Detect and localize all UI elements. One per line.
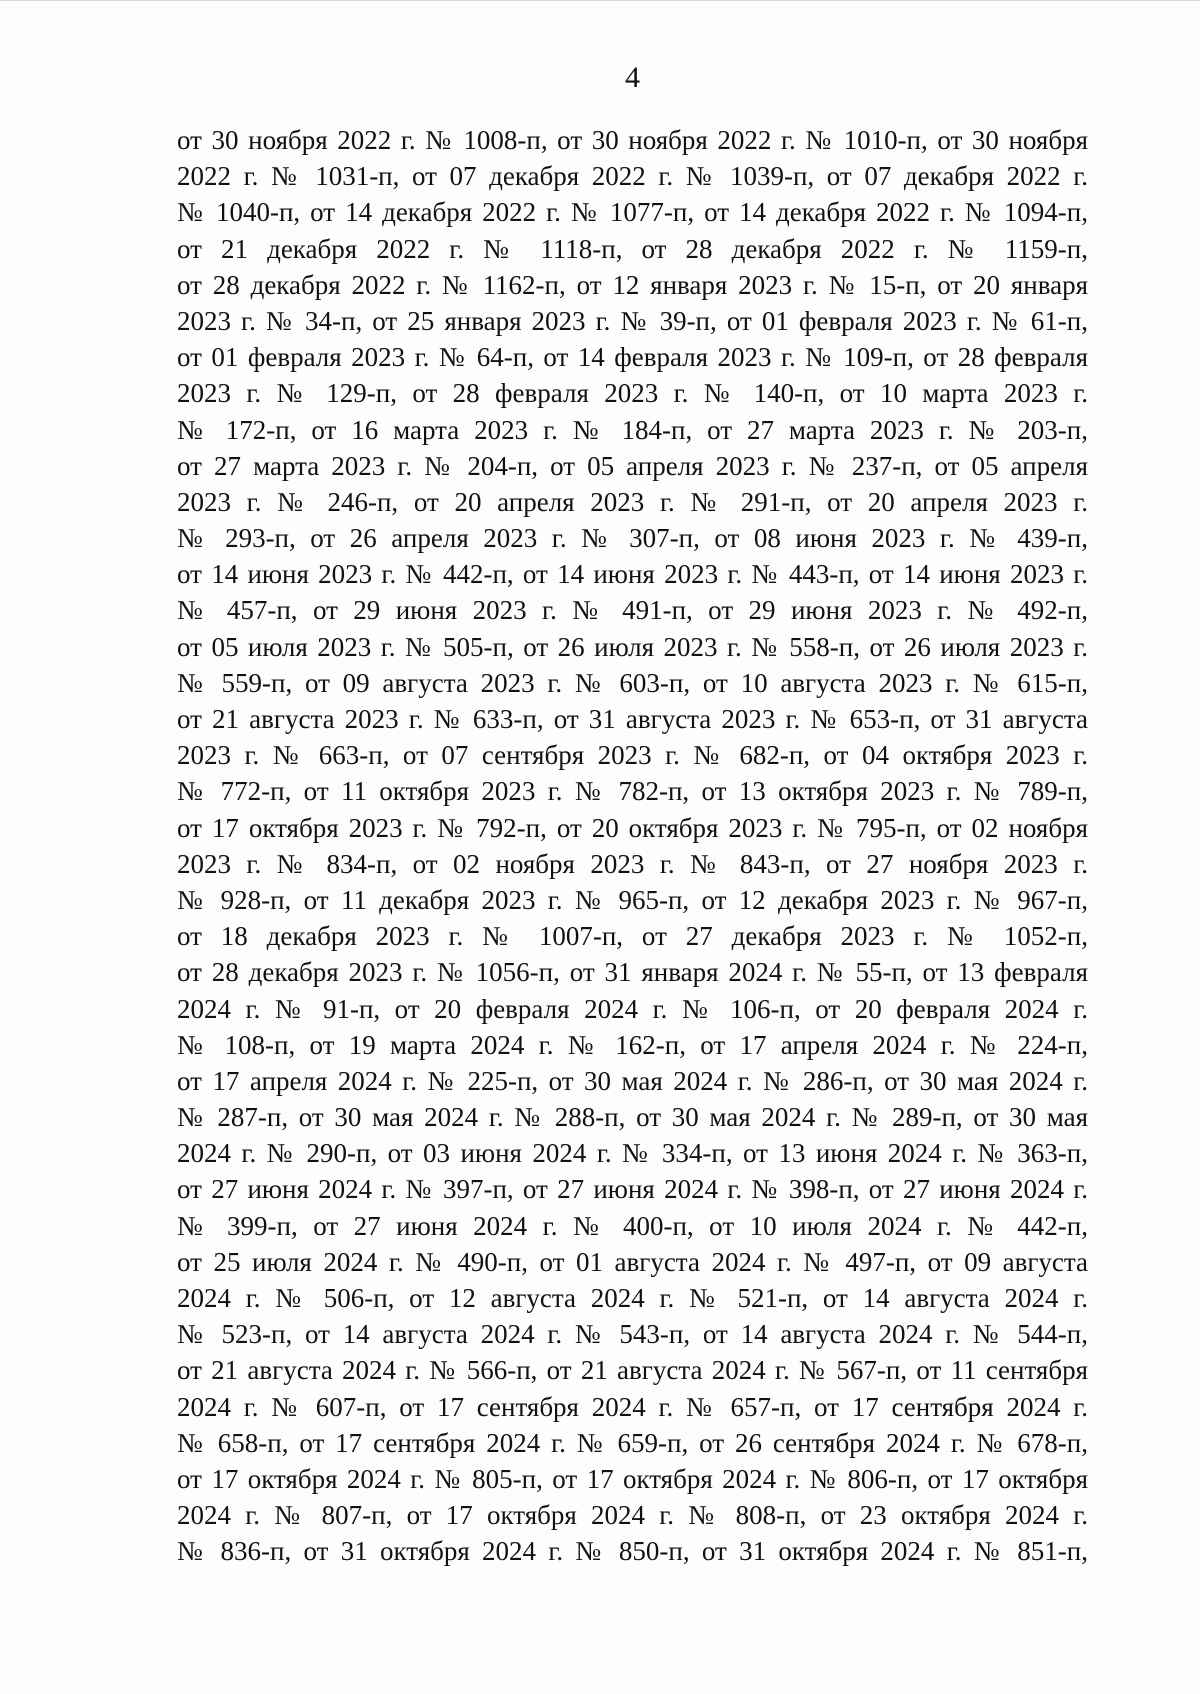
text-line: от 27 марта 2023 г. № 204-п, от 05 апреля 2023 г. № 237-п, от 05 апреля bbox=[177, 450, 1088, 481]
text-line: от 17 апреля 2024 г. № 225-п, от 30 мая 2024 г. № 286-п, от 30 мая 2024 г. bbox=[177, 1065, 1088, 1096]
text-line: № 559-п, от 09 августа 2023 г. № 603-п, от 10 августа 2023 г. № 615-п, bbox=[177, 667, 1088, 698]
text-line: 2023 г. № 834-п, от 02 ноября 2023 г. № 843-п, от 27 ноября 2023 г. bbox=[177, 848, 1088, 879]
text-line: № 399-п, от 27 июня 2024 г. № 400-п, от 10 июля 2024 г. № 442-п, bbox=[177, 1210, 1088, 1241]
body-text bbox=[177, 122, 1088, 1570]
text-line: от 14 июня 2023 г. № 442-п, от 14 июня 2023 г. № 443-п, от 14 июня 2023 г. bbox=[177, 559, 1088, 590]
text-line: от 18 декабря 2023 г. № 1007-п, от 27 декабря 2023 г. № 1052-п, bbox=[177, 921, 1088, 952]
text-line: 2022 г. № 1031-п, от 07 декабря 2022 г. № 1039-п, от 07 декабря 2022 г. bbox=[177, 161, 1088, 192]
text-line: от 17 октября 2024 г. № 805-п, от 17 октября 2024 г. № 806-п, от 17 октября bbox=[177, 1463, 1088, 1494]
text-line: № 658-п, от 17 сентября 2024 г. № 659-п, от 26 сентября 2024 г. № 678-п, bbox=[177, 1427, 1088, 1458]
text-line: 2024 г. № 91-п, от 20 февраля 2024 г. № 106-п, от 20 февраля 2024 г. bbox=[177, 993, 1088, 1024]
text-line: 2023 г. № 663-п, от 07 сентября 2023 г. № 682-п, от 04 октября 2023 г. bbox=[177, 740, 1088, 771]
text-line: № 1040-п, от 14 декабря 2022 г. № 1077-п, от 14 декабря 2022 г. № 1094-п, bbox=[177, 197, 1088, 228]
text-line: № 293-п, от 26 апреля 2023 г. № 307-п, от 08 июня 2023 г. № 439-п, bbox=[177, 523, 1088, 554]
text-line: 2024 г. № 607-п, от 17 сентября 2024 г. № 657-п, от 17 сентября 2024 г. bbox=[177, 1391, 1088, 1422]
text-line: от 01 февраля 2023 г. № 64-п, от 14 февраля 2023 г. № 109-п, от 28 февраля bbox=[177, 342, 1088, 373]
text-line: от 27 июня 2024 г. № 397-п, от 27 июня 2024 г. № 398-п, от 27 июня 2024 г. bbox=[177, 1174, 1088, 1205]
text-line: от 21 августа 2023 г. № 633-п, от 31 августа 2023 г. № 653-п, от 31 августа bbox=[177, 704, 1088, 734]
text-line: от 28 декабря 2023 г. № 1056-п, от 31 января 2024 г. № 55-п, от 13 февраля bbox=[177, 957, 1088, 988]
text-line: 2024 г. № 290-п, от 03 июня 2024 г. № 334-п, от 13 июня 2024 г. № 363-п, bbox=[177, 1138, 1088, 1169]
text-line: от 05 июля 2023 г. № 505-п, от 26 июля 2023 г. № 558-п, от 26 июля 2023 г. bbox=[177, 631, 1088, 662]
text-line: № 457-п, от 29 июня 2023 г. № 491-п, от 29 июня 2023 г. № 492-п, bbox=[177, 595, 1088, 626]
text-line: от 17 октября 2023 г. № 792-п, от 20 октября 2023 г. № 795-п, от 02 ноября bbox=[177, 812, 1088, 843]
text-line: 2023 г. № 246-п, от 20 апреля 2023 г. № 291-п, от 20 апреля 2023 г. bbox=[177, 486, 1088, 517]
text-line: № 172-п, от 16 марта 2023 г. № 184-п, от 27 марта 2023 г. № 203-п, bbox=[177, 414, 1088, 445]
text-line: от 21 августа 2024 г. № 566-п, от 21 августа 2024 г. № 567-п, от 11 сентября bbox=[177, 1355, 1088, 1386]
text-line: № 772-п, от 11 октября 2023 г. № 782-п, от 13 октября 2023 г. № 789-п, bbox=[177, 776, 1088, 807]
text-line: № 928-п, от 11 декабря 2023 г. № 965-п, от 12 декабря 2023 г. № 967-п, bbox=[177, 884, 1088, 915]
text-line: № 108-п, от 19 марта 2024 г. № 162-п, от 17 апреля 2024 г. № 224-п, bbox=[177, 1029, 1088, 1060]
text-line: от 25 июля 2024 г. № 490-п, от 01 августа 2024 г. № 497-п, от 09 августа bbox=[177, 1246, 1088, 1277]
text-line: от 30 ноября 2022 г. № 1008-п, от 30 ноября 2022 г. № 1010-п, от 30 ноября bbox=[177, 125, 1088, 155]
text-line: № 523-п, от 14 августа 2024 г. № 543-п, от 14 августа 2024 г. № 544-п, bbox=[177, 1319, 1088, 1350]
text-line: № 287-п, от 30 мая 2024 г. № 288-п, от 30 мая 2024 г. № 289-п, от 30 мая bbox=[177, 1102, 1088, 1133]
text-line: от 21 декабря 2022 г. № 1118-п, от 28 декабря 2022 г. № 1159-п, bbox=[177, 233, 1088, 264]
text-line: 2024 г. № 506-п, от 12 августа 2024 г. № 521-п, от 14 августа 2024 г. bbox=[177, 1283, 1088, 1313]
text-line: от 28 декабря 2022 г. № 1162-п, от 12 января 2023 г. № 15-п, от 20 января bbox=[177, 269, 1088, 300]
page-number: 4 bbox=[625, 61, 640, 94]
text-line: 2024 г. № 807-п, от 17 октября 2024 г. № 808-п, от 23 октября 2024 г. bbox=[177, 1500, 1088, 1531]
text-line: № 836-п, от 31 октября 2024 г. № 850-п, от 31 октября 2024 г. № 851-п, bbox=[177, 1536, 1088, 1567]
text-line: 2023 г. № 129-п, от 28 февраля 2023 г. № 140-п, от 10 марта 2023 г. bbox=[177, 378, 1088, 409]
text-line: 2023 г. № 34-п, от 25 января 2023 г. № 39-п, от 01 февраля 2023 г. № 61-п, bbox=[177, 305, 1088, 336]
